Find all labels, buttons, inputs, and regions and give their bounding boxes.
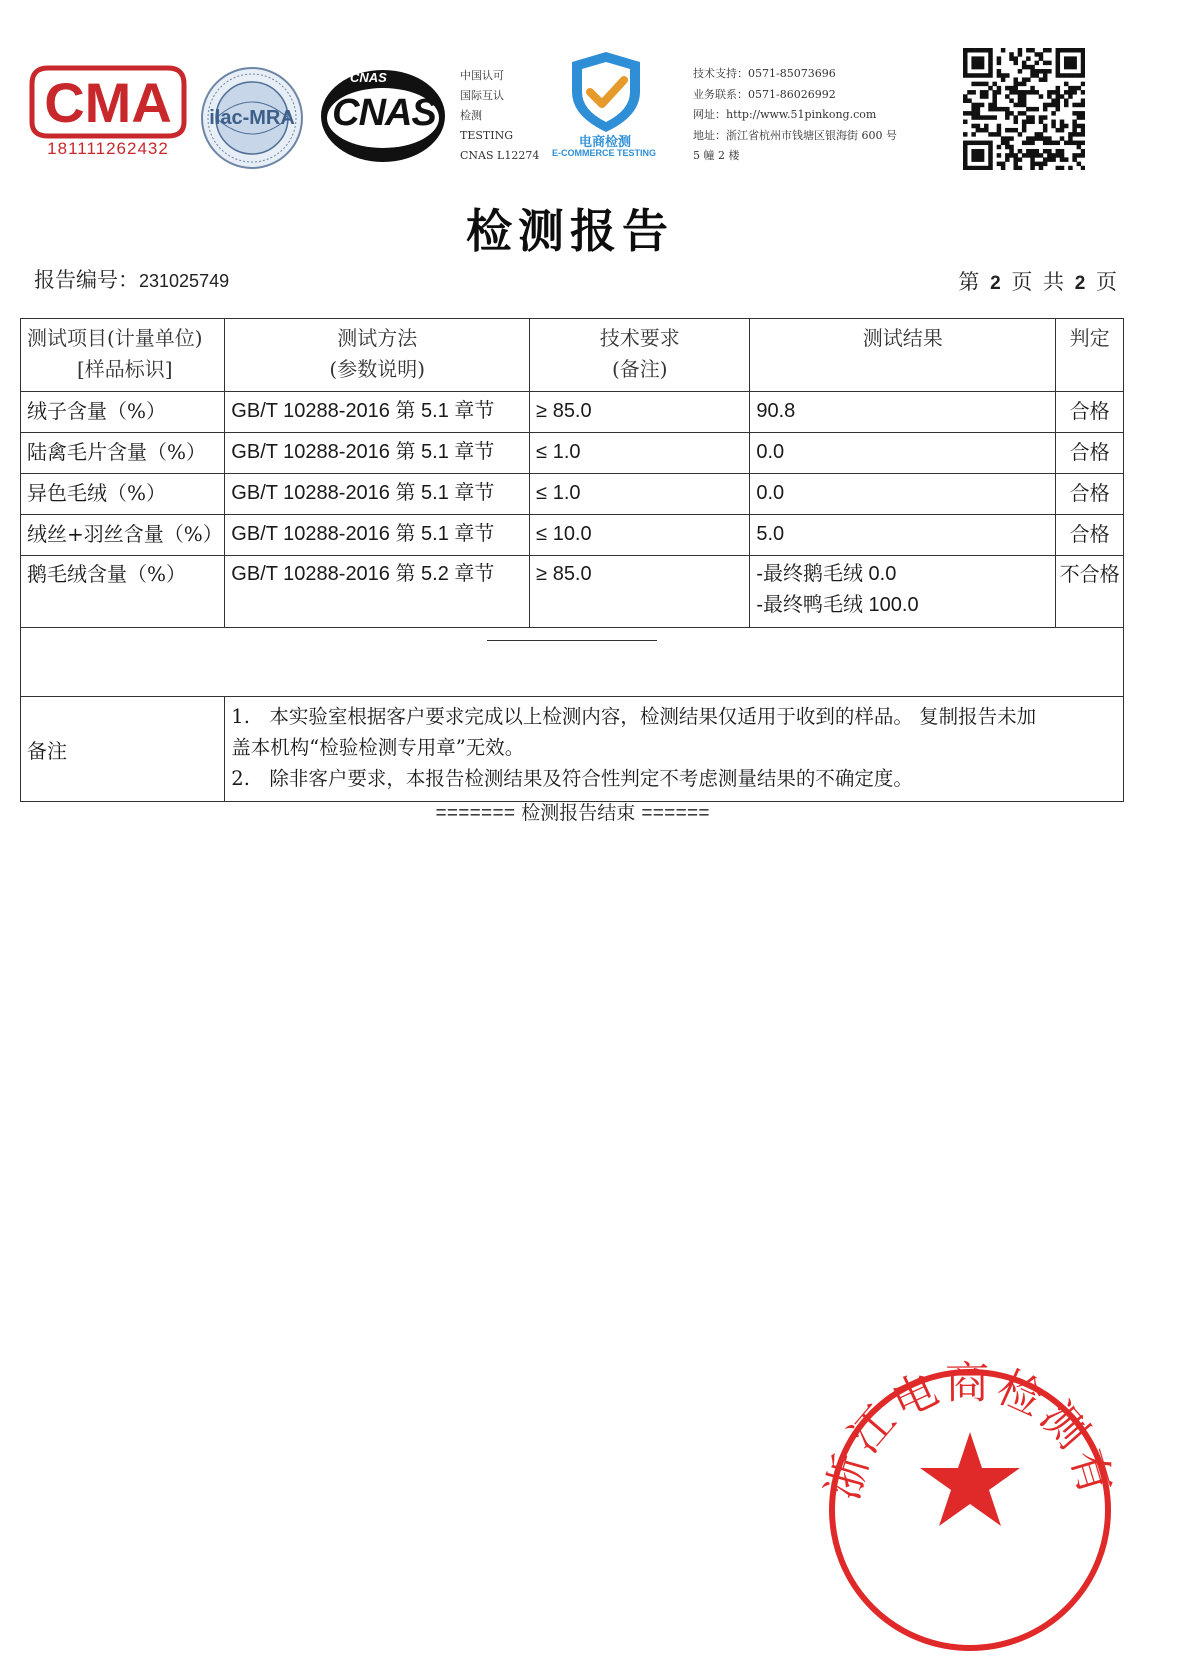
cma-number: 181111262432: [47, 139, 169, 158]
table-row: [21, 556, 1124, 628]
cert-line: 检测: [460, 109, 482, 122]
cell-judgement: 不合格: [1056, 556, 1124, 628]
cell-method: GB/T 10288-2016 第 5.1 章节: [225, 474, 530, 515]
cell-result: 90.8: [750, 392, 1056, 433]
cell-requirement: ≤ 10.0: [530, 515, 750, 556]
header-result: [750, 319, 1056, 392]
cell-judgement: 合格: [1056, 515, 1124, 556]
cnas-logo-text: CNAS: [332, 92, 436, 134]
cell-method: GB/T 10288-2016 第 5.1 章节: [225, 433, 530, 474]
cell-requirement: ≤ 1.0: [530, 433, 750, 474]
table-row: [21, 474, 1124, 515]
table-row: [21, 433, 1124, 474]
cell-judgement: 合格: [1056, 392, 1124, 433]
cert-line: 中国认可: [460, 69, 504, 82]
header-result-line1: 测试结果: [862, 326, 943, 350]
cell-result: 0.0: [750, 474, 1056, 515]
page-title: 检测报告: [466, 204, 674, 258]
table-row: [21, 515, 1124, 556]
report-number: [34, 264, 229, 294]
notes-row: [21, 697, 1124, 802]
note-line: 盖本机构“检验检测专用章”无效。: [231, 736, 525, 759]
contact-line: 业务联系：0571-86026992: [693, 87, 836, 101]
cert-line: CNAS L12274: [460, 149, 540, 162]
cnas-small-text: CNAS: [350, 70, 387, 85]
cell-method: GB/T 10288-2016 第 5.1 章节: [225, 392, 530, 433]
stamp-text: 浙江电商检测有: [820, 1360, 1120, 1506]
end-marker-text: 检测报告结束: [521, 802, 636, 824]
header-item: [21, 319, 225, 392]
note-line: 1. 本实验室根据客户要求完成以上检测内容，检测结果仅适用于收到的样品。 复制报告未加: [231, 705, 1037, 728]
qr-code-icon[interactable]: [963, 48, 1085, 170]
header-method-line2: (参数说明): [329, 357, 426, 381]
page-indicator-prefix: 第: [958, 270, 982, 294]
notes-text: [225, 697, 1124, 802]
header-requirement: [530, 319, 750, 392]
cell-judgement: 合格: [1056, 433, 1124, 474]
header-requirement-line1: 技术要求: [599, 326, 680, 350]
blank-row-divider: [487, 640, 657, 641]
ecommerce-testing-cn: 电商检测: [578, 134, 631, 149]
header-item-line2: [样品标识]: [77, 357, 173, 381]
company-seal-stamp: [820, 1360, 1120, 1660]
contact-line: 网址：http://www.51pinkong.com: [693, 108, 877, 121]
header-judgement: [1056, 319, 1124, 392]
cma-logo-text: CMA: [44, 71, 172, 134]
report-number-label: 报告编号：: [34, 268, 139, 292]
header-judgement-line1: 判定: [1069, 326, 1110, 350]
contact-line: 地址：浙江省杭州市钱塘区银海街 600 号: [693, 128, 897, 142]
cert-line: 国际互认: [460, 89, 504, 102]
cell-result-line2: -最终鸭毛绒 100.0: [756, 594, 919, 616]
report-end-marker: [0, 798, 1145, 825]
end-marker-left: =======: [435, 803, 516, 825]
cell-requirement: ≤ 1.0: [530, 474, 750, 515]
page-total: 2: [1074, 273, 1088, 294]
cell-item: 绒子含量（%）: [21, 392, 225, 433]
ecommerce-testing-shield-icon: [560, 48, 652, 140]
header-item-line1: 测试项目(计量单位): [27, 326, 203, 350]
contact-line: 5 幢 2 楼: [693, 149, 740, 162]
note-line: 2. 除非客户要求，本报告检测结果及符合性判定不考虑测量结果的不确定度。: [231, 767, 913, 790]
accreditation-text: [460, 66, 539, 166]
ilac-logo-text: ilac-MRA: [209, 107, 295, 129]
blank-cell: [21, 628, 1124, 697]
cell-requirement: ≥ 85.0: [530, 556, 750, 628]
header-method-line1: 测试方法: [337, 326, 418, 350]
header-method: [225, 319, 530, 392]
page-indicator-mid: 页 共: [1011, 270, 1067, 294]
page-indicator-suffix: 页: [1096, 270, 1119, 294]
cell-judgement: 合格: [1056, 474, 1124, 515]
end-marker-right: ======: [641, 803, 710, 825]
cell-result: 5.0: [750, 515, 1056, 556]
test-results-table: [20, 318, 1124, 802]
cell-item: 陆禽毛片含量（%）: [21, 433, 225, 474]
cell-result: [750, 556, 1056, 628]
table-blank-row: [21, 628, 1124, 697]
cert-line: TESTING: [460, 129, 513, 142]
report-number-value: 231025749: [139, 271, 230, 291]
notes-label: 备注: [21, 697, 225, 802]
page-indicator: [958, 266, 1119, 296]
cell-item: 绒丝+羽丝含量（%）: [21, 515, 225, 556]
cell-method: GB/T 10288-2016 第 5.1 章节: [225, 515, 530, 556]
ecommerce-testing-en: E-COMMERCE TESTING: [551, 148, 656, 158]
cell-item: 异色毛绒（%）: [21, 474, 225, 515]
cell-result-line1: -最终鹅毛绒 0.0: [756, 563, 897, 585]
contact-info: [693, 64, 897, 167]
cell-requirement: ≥ 85.0: [530, 392, 750, 433]
ilac-mra-logo: [200, 66, 304, 170]
contact-line: 技术支持：0571-85073696: [693, 67, 836, 80]
table-row: [21, 392, 1124, 433]
table-header-row: [21, 319, 1124, 392]
cell-method: GB/T 10288-2016 第 5.2 章节: [225, 556, 530, 628]
page-current: 2: [990, 273, 1003, 294]
cell-result: 0.0: [750, 433, 1056, 474]
header-requirement-line2: (备注): [611, 357, 668, 381]
cell-item: 鹅毛绒含量（%）: [21, 556, 225, 628]
